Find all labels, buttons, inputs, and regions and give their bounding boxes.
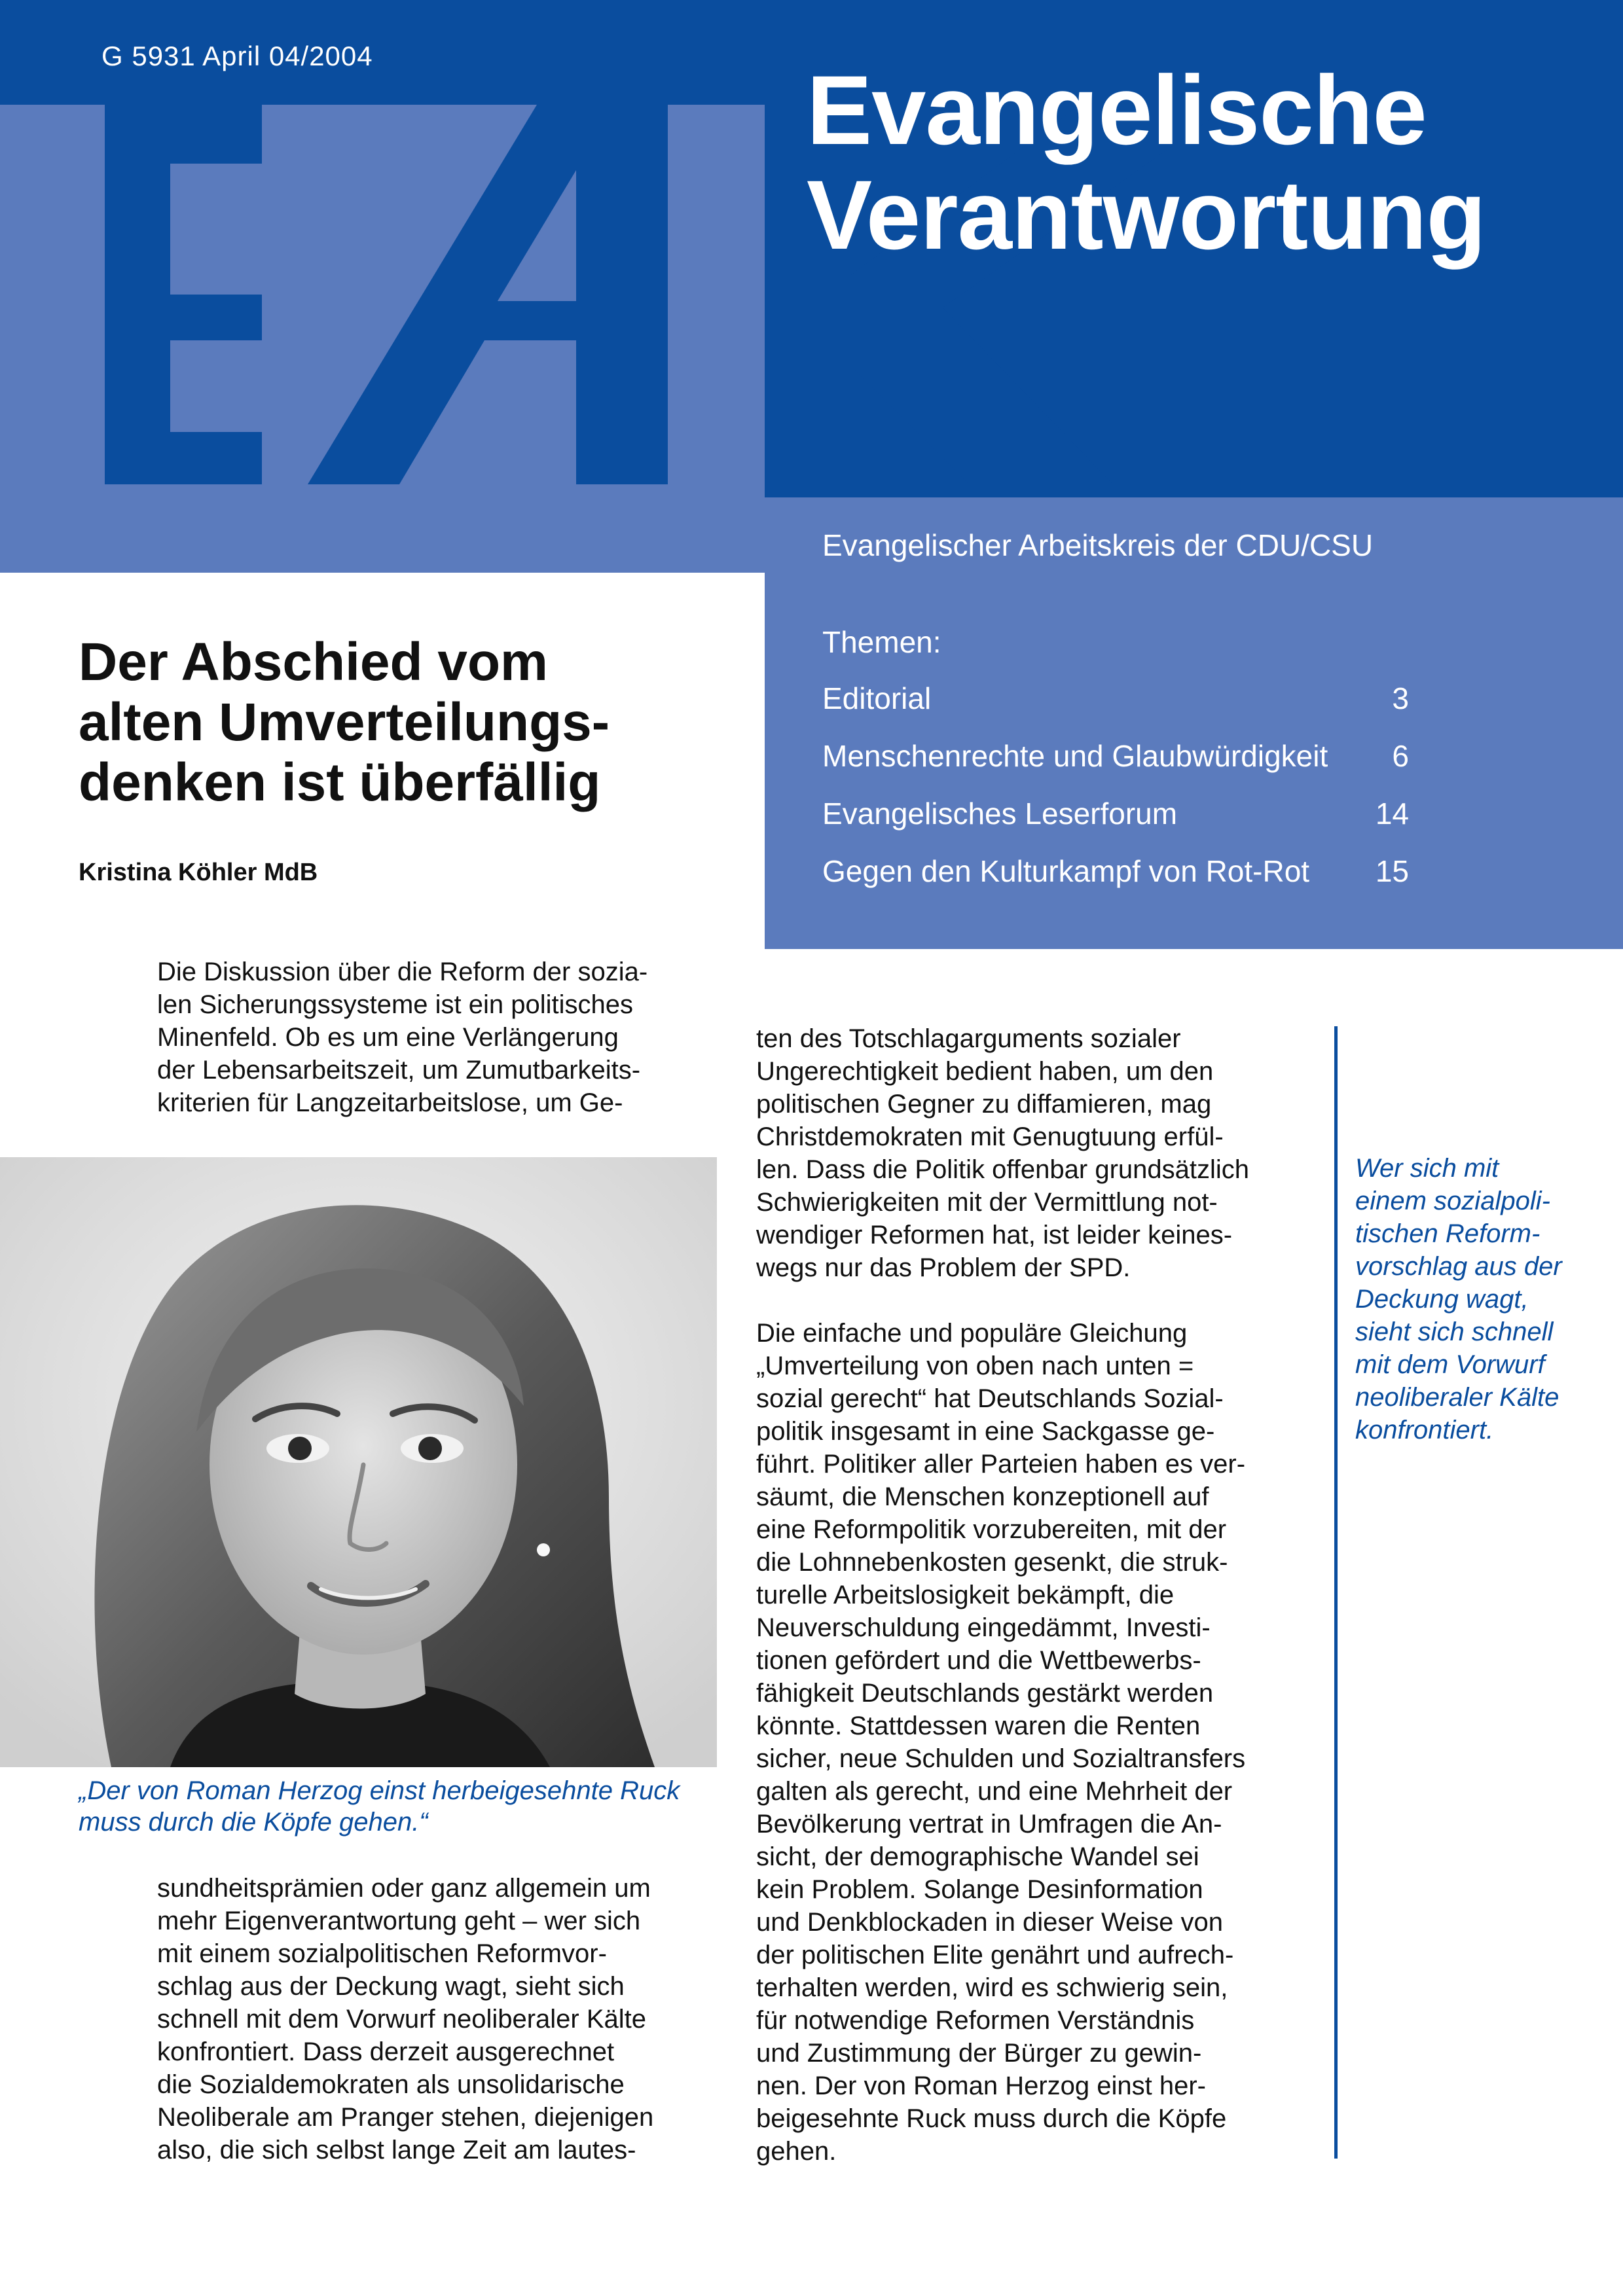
themes-label: Themen: [822, 625, 941, 659]
text-line: schnell mit dem Vorwurf neoliberaler Kälte [157, 2005, 647, 2034]
text-line: politik insgesamt in eine Sackgasse ge- [756, 1417, 1215, 1446]
text-line: säumt, die Menschen konzeptionell auf [756, 1482, 1209, 1511]
toc-item-title: Editorial [822, 681, 932, 715]
text-line: wegs nur das Problem der SPD. [756, 1253, 1131, 1282]
photo-caption [79, 1775, 720, 1838]
pull-quote-line: vorschlag aus der [1355, 1252, 1562, 1281]
text-line: galten als gerecht, und eine Mehrheit der [756, 1777, 1233, 1806]
photo-caption-line-1: „Der von Roman Herzog einst herbeigesehnte Ruck [79, 1776, 680, 1805]
text-line: nen. Der von Roman Herzog einst her- [756, 2072, 1206, 2100]
text-line: sicht, der demographische Wandel sei [756, 1842, 1199, 1871]
pull-quote-line: konfrontiert. [1355, 1416, 1494, 1444]
author-portrait-photo [0, 1157, 717, 1767]
text-line: beigesehnte Ruck muss durch die Köpfe [756, 2104, 1227, 2133]
text-line: gehen. [756, 2137, 837, 2166]
text-line: und Zustimmung der Bürger zu gewin- [756, 2039, 1202, 2068]
text-line: führt. Politiker aller Parteien haben es ver- [756, 1450, 1246, 1479]
article-author: Kristina Köhler MdB [79, 859, 318, 886]
text-line: kein Problem. Solange Desinformation [756, 1875, 1203, 1904]
pull-quote [1355, 1152, 1591, 1446]
text-line: len Sicherungssysteme ist ein politisches [157, 990, 634, 1019]
pull-quote-line: sieht sich schnell [1355, 1318, 1554, 1346]
headline-line-2: alten Umverteilungs- [79, 692, 610, 752]
text-line: turelle Arbeitslosigkeit bekämpft, die [756, 1581, 1175, 1609]
text-line: mit einem sozialpolitischen Reformvor- [157, 1939, 607, 1968]
pull-quote-line: tischen Reform- [1355, 1219, 1541, 1248]
pull-quote-line: Wer sich mit [1355, 1154, 1499, 1183]
text-line: sundheitsprämien oder ganz allgemein um [157, 1874, 651, 1903]
issue-line: G 5931 April 04/2004 [101, 41, 373, 71]
text-line: sozial gerecht“ hat Deutschlands Sozial- [756, 1384, 1224, 1413]
text-line: für notwendige Reformen Verständnis [756, 2006, 1195, 2035]
text-line: Die Diskussion über die Reform der sozia- [157, 958, 648, 986]
text-line: „Umverteilung von oben nach unten = [756, 1352, 1194, 1380]
toc-item[interactable] [822, 796, 1409, 835]
headline-line-1: Der Abschied vom [79, 632, 548, 692]
column-2 [756, 1022, 1319, 2200]
pull-quote-line: neoliberaler Kälte [1355, 1383, 1559, 1412]
text-line: Ungerechtigkeit bedient haben, um den [756, 1057, 1214, 1086]
toc-item[interactable] [822, 681, 1409, 720]
headline-line-3: denken ist überfällig [79, 753, 601, 812]
toc-item-page: 15 [1375, 854, 1409, 888]
toc-item-title: Menschenrechte und Glaubwürdigkeit [822, 739, 1328, 773]
text-line: fähigkeit Deutschlands gestärkt werden [756, 1679, 1214, 1708]
text-line: und Denkblockaden in dieser Weise von [756, 1908, 1224, 1937]
text-line: Schwierigkeiten mit der Vermittlung not- [756, 1188, 1218, 1217]
text-line: tionen gefördert und die Wettbewerbs- [756, 1646, 1201, 1675]
pull-quote-rule [1334, 1026, 1338, 2159]
toc-item-page: 6 [1392, 739, 1409, 773]
portrait-illustration [0, 1157, 717, 1767]
text-line: der Lebensarbeitszeit, um Zumutbarkeits- [157, 1056, 641, 1085]
text-line: Bevölkerung vertrat in Umfragen die An- [756, 1810, 1222, 1839]
column-1-top [157, 956, 714, 1119]
toc-item[interactable] [822, 738, 1409, 778]
pull-quote-line: einem sozialpoli- [1355, 1187, 1550, 1215]
column-1-bottom [157, 1872, 714, 2166]
text-line: eine Reformpolitik vorzubereiten, mit der [756, 1515, 1227, 1544]
text-line: sicher, neue Schulden und Sozialtransfers [756, 1744, 1246, 1773]
text-line: Minenfeld. Ob es um eine Verlängerung [157, 1023, 619, 1052]
text-line: terhalten werden, wird es schwierig sein, [756, 1973, 1228, 2002]
text-line: politischen Gegner zu diffamieren, mag [756, 1090, 1212, 1119]
article-headline [79, 632, 733, 813]
text-line: kriterien für Langzeitarbeitslose, um Ge- [157, 1088, 623, 1117]
toc-item-title: Evangelisches Leserforum [822, 797, 1178, 831]
column-2-paragraph-2 [756, 1317, 1319, 2168]
text-line: len. Dass die Politik offenbar grundsätzlich [756, 1155, 1250, 1184]
pull-quote-line: Deckung wagt, [1355, 1285, 1529, 1314]
magazine-title [807, 55, 1486, 270]
text-line: mehr Eigenverantwortung geht – wer sich [157, 1907, 641, 1935]
column-2-paragraph-1 [756, 1022, 1319, 1284]
text-line: Neuverschuldung eingedämmt, Investi- [756, 1613, 1211, 1642]
text-line: ten des Totschlagarguments sozialer [756, 1024, 1181, 1053]
toc-item[interactable] [822, 853, 1409, 893]
text-line: schlag aus der Deckung wagt, sieht sich [157, 1972, 625, 2001]
text-line: konfrontiert. Dass derzeit ausgerechnet [157, 2037, 615, 2066]
magazine-title-line-2: Verantwortung [807, 160, 1486, 270]
text-line: Die einfache und populäre Gleichung [756, 1319, 1188, 1348]
text-line: Christdemokraten mit Genugtuung erfül- [756, 1122, 1224, 1151]
text-line: wendiger Reformen hat, ist leider keines- [756, 1221, 1233, 1249]
text-line: Neoliberale am Pranger stehen, diejenigen [157, 2103, 654, 2132]
toc-item-page: 14 [1375, 797, 1409, 831]
toc-item-page: 3 [1392, 681, 1409, 715]
photo-caption-line-2: muss durch die Köpfe gehen.“ [79, 1808, 428, 1837]
text-line: der politischen Elite genährt und aufrech- [756, 1941, 1234, 1969]
pull-quote-line: mit dem Vorwurf [1355, 1350, 1545, 1379]
publisher: Evangelischer Arbeitskreis der CDU/CSU [822, 528, 1374, 562]
toc-item-title: Gegen den Kulturkampf von Rot-Rot [822, 854, 1310, 888]
text-line: die Lohnnebenkosten gesenkt, die struk- [756, 1548, 1228, 1577]
magazine-title-line-1: Evangelische [807, 55, 1427, 165]
text-line: könnte. Stattdessen waren die Renten [756, 1712, 1201, 1740]
text-line: die Sozialdemokraten als unsolidarische [157, 2070, 625, 2099]
text-line: also, die sich selbst lange Zeit am lautes- [157, 2136, 636, 2164]
